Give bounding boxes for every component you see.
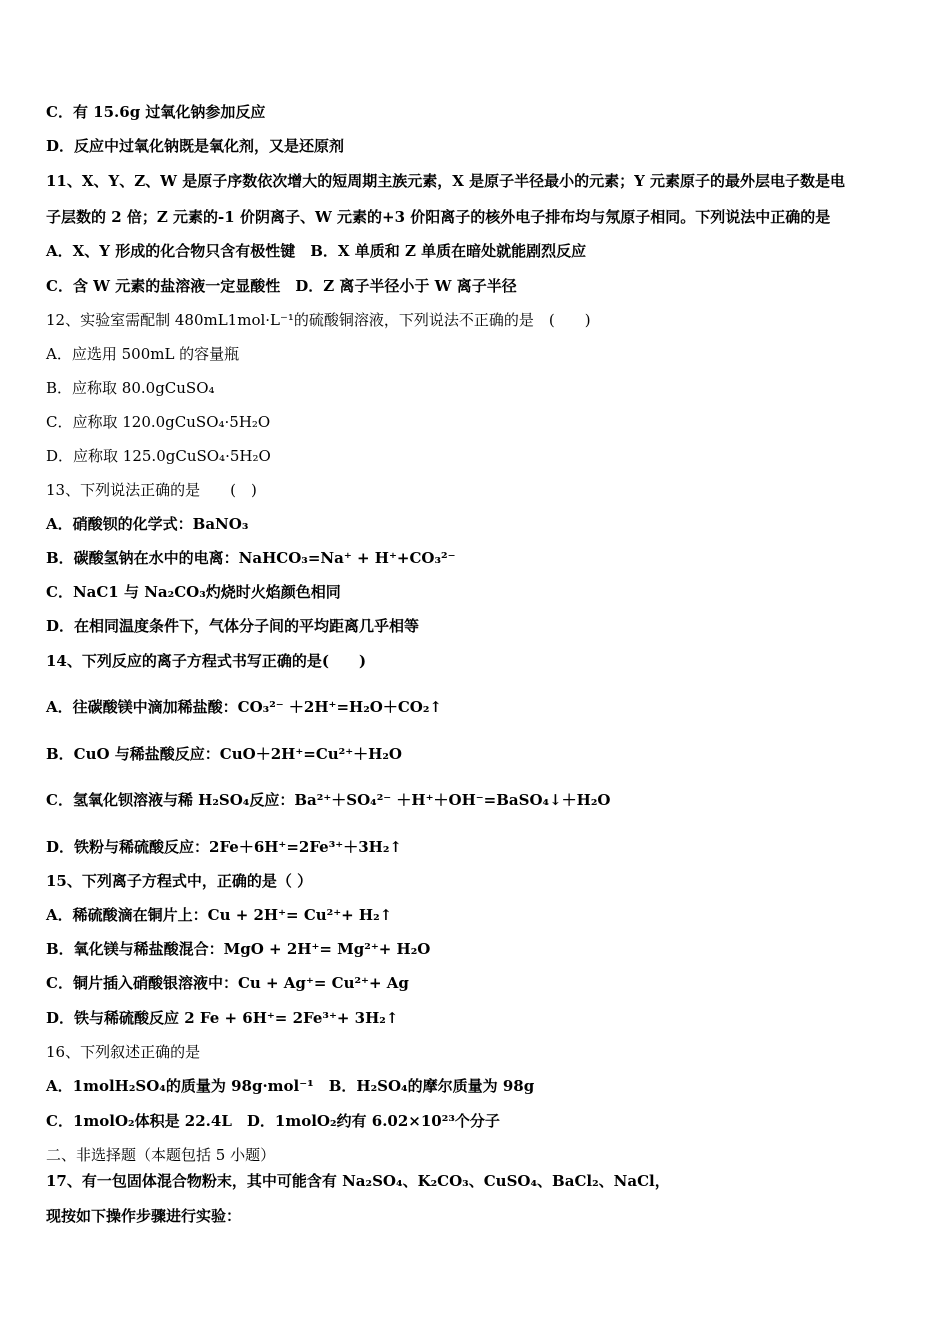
question-14-option-b: B．CuO 与稀盐酸反应：CuO＋2H⁺=Cu²⁺＋H₂O: [46, 745, 402, 763]
question-12-option-b: B．应称取 80.0gCuSO₄: [46, 379, 215, 397]
question-11-options-cd: C．含 W 元素的盐溶液一定显酸性 D．Z 离子半径小于 W 离子半径: [46, 277, 517, 295]
question-12-option-a: A．应选用 500mL 的容量瓶: [46, 345, 240, 363]
question-16-stem: 16、下列叙述正确的是: [46, 1043, 201, 1061]
question-13-option-a: A．硝酸钡的化学式：BaNO₃: [46, 515, 249, 533]
question-12-option-c: C．应称取 120.0gCuSO₄·5H₂O: [46, 413, 271, 431]
question-13-stem: 13、下列说法正确的是 ( ): [46, 481, 257, 499]
question-14-option-d: D．铁粉与稀硫酸反应：2Fe＋6H⁺=2Fe³⁺＋3H₂↑: [46, 838, 402, 856]
question-12-option-d: D．应称取 125.0gCuSO₄·5H₂O: [46, 447, 271, 465]
question-12-stem: 12、实验室需配制 480mL1mol·L⁻¹的硫酸铜溶液，下列说法不正确的是 ( ): [46, 311, 591, 329]
question-16-options-ab: A．1molH₂SO₄的质量为 98g·mol⁻¹ B．H₂SO₄的摩尔质量为 98g: [46, 1077, 535, 1095]
question-16-options-cd: C．1molO₂体积是 22.4L D．1molO₂约有 6.02×10²³个分子: [46, 1112, 500, 1130]
section-2-heading: 二、非选择题（本题包括 5 小题）: [46, 1146, 276, 1164]
question-11-stem-line1: 11、X、Y、Z、W 是原子序数依次增大的短周期主族元素，X 是原子半径最小的元素；Y 元素原子的最外层电子数是电: [46, 172, 846, 190]
question-14-stem: 14、下列反应的离子方程式书写正确的是( ): [46, 652, 367, 670]
question-13-option-c: C．NaC1 与 Na₂CO₃灼烧时火焰颜色相同: [46, 583, 341, 601]
question-15-option-c: C．铜片插入硝酸银溶液中：Cu + Ag⁺= Cu²⁺+ Ag: [46, 974, 409, 992]
question-15-option-d: D．铁与稀硫酸反应 2 Fe + 6H⁺= 2Fe³⁺+ 3H₂↑: [46, 1009, 399, 1027]
question-15-option-b: B．氧化镁与稀盐酸混合：MgO + 2H⁺= Mg²⁺+ H₂O: [46, 940, 431, 958]
question-14-option-a: A．往碳酸镁中滴加稀盐酸：CO₃²⁻ ＋2H⁺=H₂O＋CO₂↑: [46, 698, 442, 716]
option-d-oxidant-reductant: D．反应中过氧化钠既是氧化剂，又是还原剂: [46, 137, 345, 155]
question-15-stem: 15、下列离子方程式中，正确的是（ ）: [46, 872, 313, 890]
question-15-option-a: A．稀硫酸滴在铜片上：Cu + 2H⁺= Cu²⁺+ H₂↑: [46, 906, 393, 924]
question-17-stem-line1: 17、有一包固体混合物粉末，其中可能含有 Na₂SO₄、K₂CO₃、CuSO₄、BaCl₂、NaCl，: [46, 1172, 670, 1190]
option-c-sodium-peroxide: C．有 15.6g 过氧化钠参加反应: [46, 103, 266, 121]
question-11-options-ab: A．X、Y 形成的化合物只含有极性键 B．X 单质和 Z 单质在暗处就能剧烈反应: [46, 242, 587, 260]
question-13-option-b: B．碳酸氢钠在水中的电离：NaHCO₃=Na⁺ + H⁺+CO₃²⁻: [46, 549, 456, 567]
question-17-stem-line2: 现按如下操作步骤进行实验：: [46, 1207, 242, 1225]
question-11-stem-line2: 子层数的 2 倍；Z 元素的-1 价阴离子、W 元素的+3 价阳离子的核外电子排布均与氖原子相同。下列说法中正确的是: [46, 208, 831, 226]
question-14-option-c: C．氢氧化钡溶液与稀 H₂SO₄反应：Ba²⁺＋SO₄²⁻ ＋H⁺＋OH⁻=BaSO₄↓＋H₂O: [46, 791, 611, 809]
question-13-option-d: D．在相同温度条件下，气体分子间的平均距离几乎相等: [46, 617, 420, 635]
